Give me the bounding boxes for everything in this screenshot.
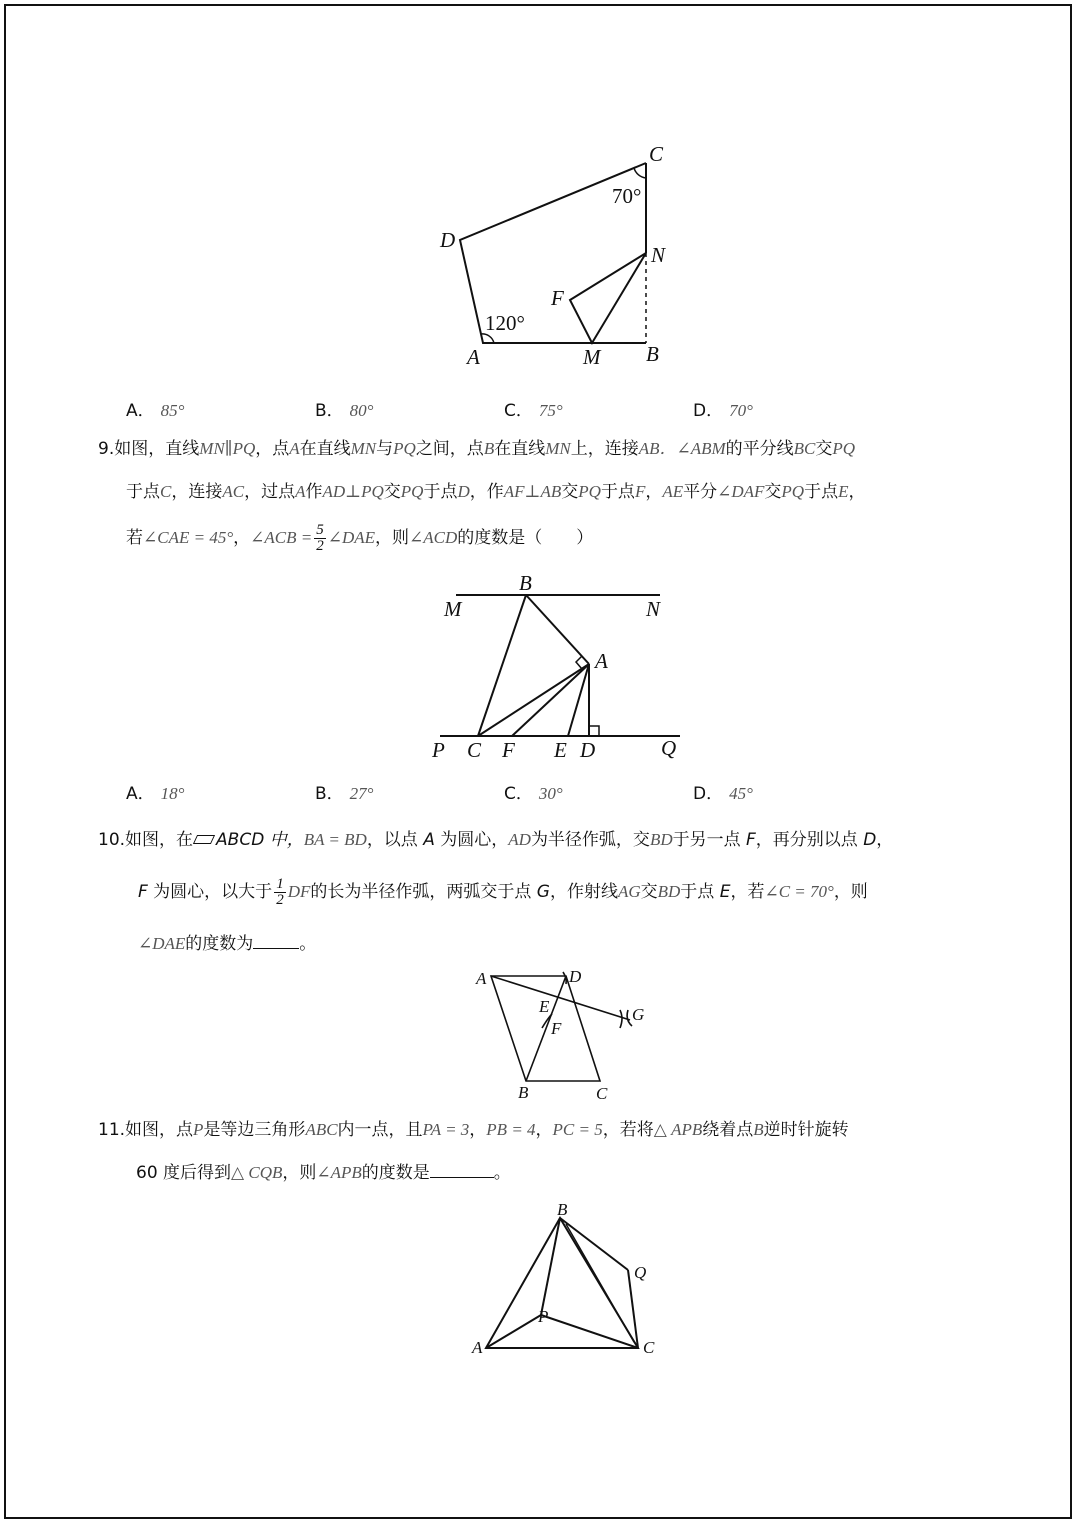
q9-label-d: D: [580, 738, 596, 762]
q11-figure-svg: [0, 1190, 1080, 1370]
q9-option-b[interactable]: B． 27°: [315, 784, 374, 804]
q9-label-q: Q: [661, 736, 677, 760]
q8-angle-70: 70°: [612, 184, 642, 208]
q8-label-f: F: [551, 286, 564, 310]
q8-label-n: N: [651, 243, 666, 267]
q9-label-n: N: [646, 597, 661, 621]
q10-label-d: D: [569, 967, 582, 986]
q8-label-d: D: [440, 228, 456, 252]
q9-options: [126, 779, 926, 809]
q9-option-d[interactable]: D． 45°: [693, 784, 753, 804]
q8-angle-120: 120°: [485, 311, 525, 335]
q9-label-c: C: [467, 738, 482, 762]
q11-line-1: 11.如图，点P是等边三角形ABC内一点，且PA = 3，PB = 4，PC = 5，若将△ APB绕着点B逆时针旋转: [98, 1120, 849, 1140]
q9-figure-svg: [0, 570, 1080, 770]
q9-seg-ba: [526, 595, 589, 664]
q8-label-a: A: [467, 345, 480, 369]
q9-seg-bc: [478, 595, 526, 736]
q10-line-1: 10.如图，在 ABCD 中，BA = BD，以点 A 为圆心，AD为半径作弧，交BD于另一点 F，再分别以点 D，: [98, 830, 894, 850]
q11-label-a: A: [472, 1338, 483, 1357]
q10-ray-ag: [491, 976, 630, 1020]
q11-label-b: B: [557, 1200, 568, 1219]
q9-line-2: 于点C，连接AC，过点A作AD⊥PQ交PQ于点D，作AF⊥AB交PQ于点F，AE平分∠DAF交PQ于点E，: [126, 482, 866, 502]
q8-label-c: C: [649, 142, 664, 166]
q8-label-m: M: [583, 345, 601, 369]
q11-triangle-abc: [486, 1218, 638, 1348]
q11-label-c: C: [643, 1338, 655, 1357]
q10-figure-svg: [0, 960, 1080, 1110]
q11-seg-bc-inner: [566, 1224, 634, 1342]
q8-option-b[interactable]: B． 80°: [315, 401, 374, 421]
q11-figure: [0, 1190, 1080, 1370]
q9-seg-ac: [478, 664, 589, 736]
q11-line-2: 60 度后得到△ CQB，则∠APB的度数是 。: [136, 1163, 511, 1183]
q9-label-e: E: [554, 738, 567, 762]
q8-option-a[interactable]: A． 85°: [126, 401, 185, 421]
q9-label-b: B: [519, 571, 532, 595]
q9-label-m: M: [444, 597, 462, 621]
q9-label-f: F: [502, 738, 515, 762]
q10-label-f: F: [551, 1019, 562, 1038]
q9-right-angle-d: [589, 726, 599, 736]
q9-figure: [0, 570, 1080, 770]
q8-option-d[interactable]: D． 70°: [693, 401, 753, 421]
q10-label-g: G: [632, 1005, 645, 1024]
q10-label-a: A: [476, 969, 487, 988]
q9-line-1: 9.如图，直线MN∥PQ，点A在直线MN与PQ之间，点B在直线MN上，连接AB．∠ABM的平分线BC交PQ: [98, 439, 856, 459]
q8-option-c[interactable]: C． 75°: [504, 401, 563, 421]
q10-answer-blank[interactable]: [253, 948, 299, 949]
q8-options: [126, 396, 926, 426]
q10-label-b: B: [518, 1083, 529, 1102]
q8-figure-svg: [0, 0, 1080, 380]
q10-label-e: E: [539, 997, 550, 1016]
q9-right-angle-a: [576, 656, 582, 669]
q8-angle-arc-c: [634, 168, 646, 178]
q9-option-c[interactable]: C． 30°: [504, 784, 563, 804]
q11-label-q: Q: [634, 1263, 647, 1282]
q10-arc-g1: [620, 1010, 622, 1028]
q9-line-3: 若∠CAE = 45°，∠ACB = $\frac{5}{2}$ ∠DAE，则∠ACD的度数是（ ）: [126, 521, 594, 554]
q8-figure: [0, 0, 1080, 380]
q9-label-a: A: [595, 649, 608, 673]
q11-label-p: P: [538, 1307, 549, 1326]
q11-answer-blank[interactable]: [430, 1177, 494, 1178]
q10-label-c: C: [596, 1084, 608, 1103]
q9-seg-af: [512, 664, 589, 736]
q10-fraction: $\frac{1}{2}$: [276, 875, 284, 908]
q11-seg-pc: [541, 1315, 638, 1348]
parallelogram-icon: [193, 835, 215, 844]
q9-fraction: $\frac{5}{2}$: [316, 521, 324, 554]
q11-seg-pb: [541, 1218, 560, 1315]
q10-figure: [0, 960, 1080, 1110]
q10-line-3: ∠DAE的度数为 。: [138, 934, 317, 954]
q11-seg-bq: [560, 1218, 628, 1270]
q8-triangle-fmn: [570, 253, 646, 343]
q9-label-p: P: [432, 738, 445, 762]
q10-line-2: F 为圆心，以大于 $\frac{1}{2}$ DF的长为半径作弧，两弧交于点 G，作射线AG交BD于点 E，若∠C = 70°，则: [138, 875, 868, 908]
q9-option-a[interactable]: A． 18°: [126, 784, 185, 804]
q8-label-b: B: [646, 342, 659, 366]
